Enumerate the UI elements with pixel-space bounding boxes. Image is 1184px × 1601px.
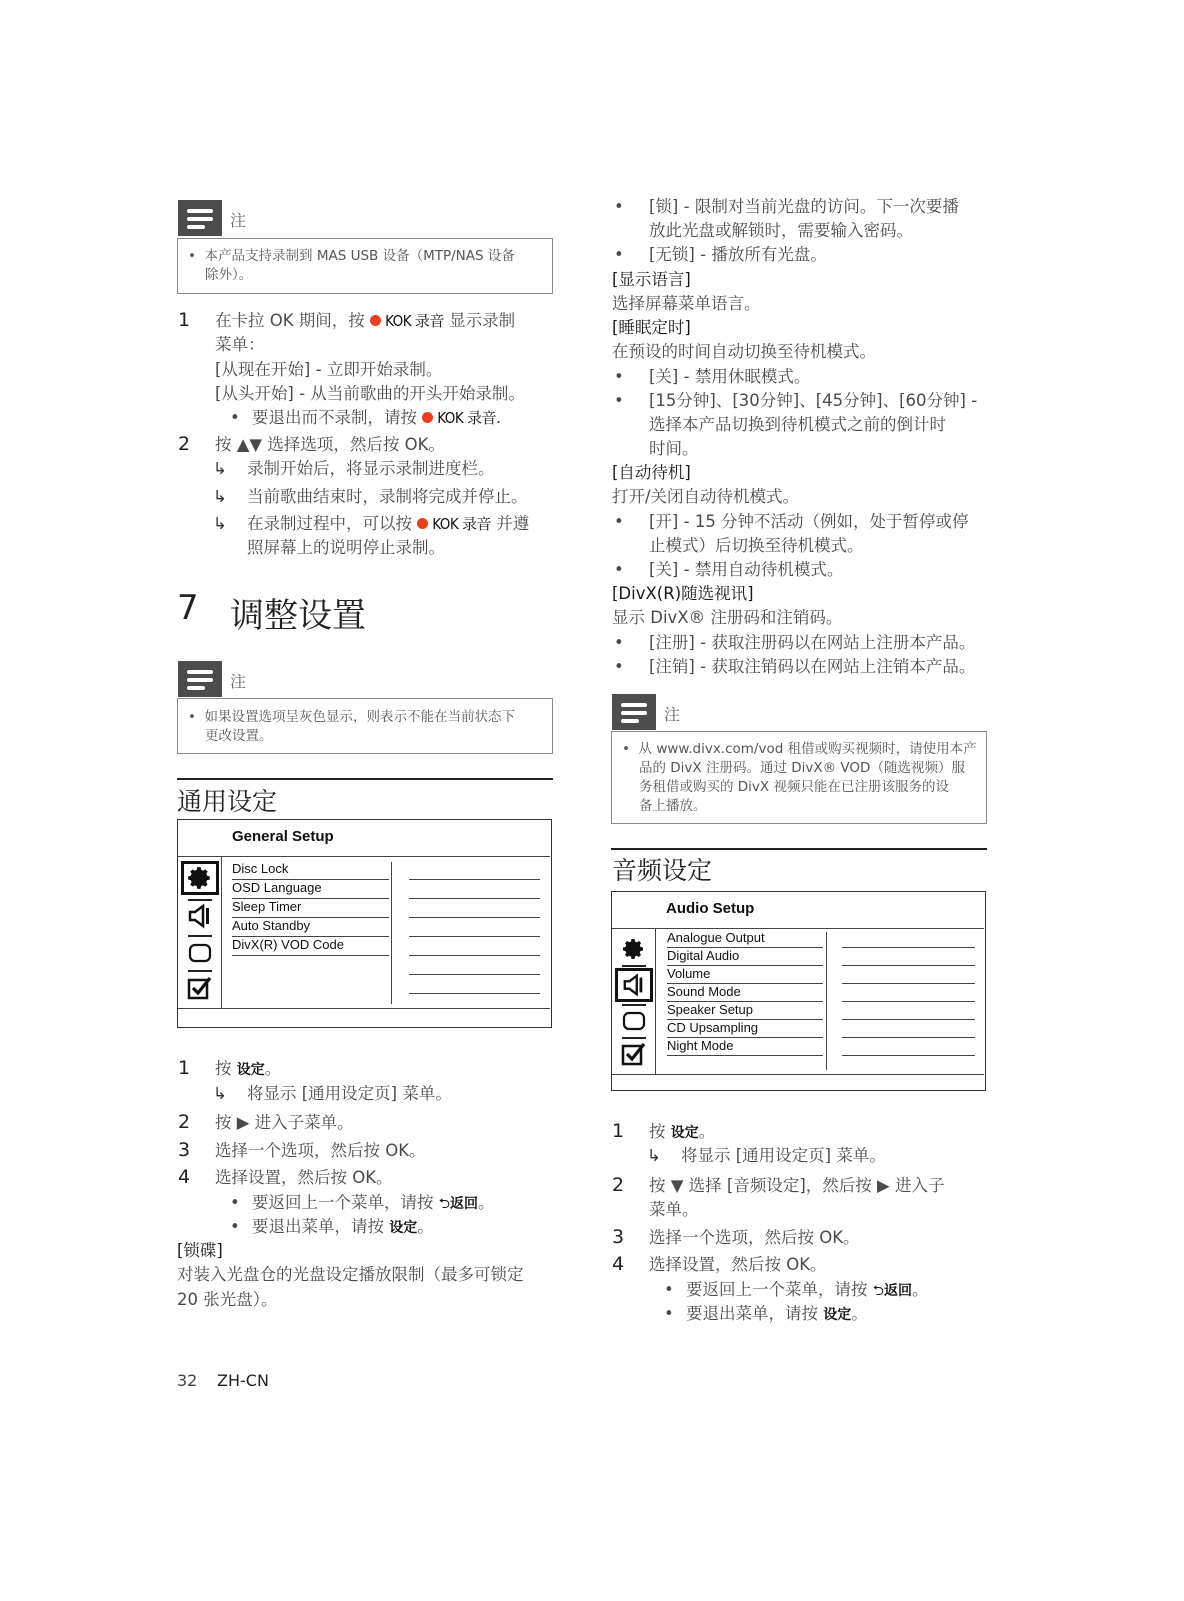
note-label: 注 bbox=[664, 705, 681, 724]
sleep-off: [关] - 禁用休眠模式。 bbox=[649, 367, 811, 386]
setup-button-label: 设定 bbox=[670, 1125, 699, 1141]
menu-item-night-mode[interactable]: Night Mode bbox=[667, 1038, 823, 1056]
sleep-title: [睡眠定时] bbox=[612, 318, 691, 337]
result-text: 当前歌曲结束时，录制将完成并停止。 bbox=[247, 487, 528, 506]
back-button-label: 返回 bbox=[449, 1196, 478, 1212]
result-text: 照屏幕上的说明停止录制。 bbox=[247, 538, 445, 557]
language-code: ZH-CN bbox=[217, 1371, 269, 1390]
auto-standby-title: [自动待机] bbox=[612, 463, 691, 482]
result-arrow-icon: ↳ bbox=[213, 459, 227, 478]
bullet-text: 要返回上一个菜单，请按 ⮌返回。 bbox=[686, 1280, 929, 1299]
note-icon bbox=[178, 661, 222, 697]
step-number: 1 bbox=[612, 1120, 625, 1142]
step-text: 按 设定。 bbox=[215, 1059, 282, 1078]
note-box: • 如果设置选项呈灰色显示，则表示不能在当前状态下 更改设置。 bbox=[177, 698, 553, 754]
sleep-options: 选择本产品切换到待机模式之前的倒计时 bbox=[649, 415, 946, 434]
audio-setup-menu bbox=[611, 891, 986, 1091]
note-text: 本产品支持录制到 MAS USB 设备（MTP/NAS 设备 bbox=[204, 248, 515, 264]
record-dot-icon bbox=[422, 412, 433, 423]
video-icon[interactable] bbox=[181, 936, 219, 970]
menu-item-sound-mode[interactable]: Sound Mode bbox=[667, 984, 823, 1002]
setup-button-label: 设定 bbox=[236, 1062, 265, 1078]
note-text: 品的 DivX 注册码。通过 DivX® VOD（随选视频）服 bbox=[639, 760, 965, 776]
general-setup-menu bbox=[177, 819, 552, 1028]
bullet-text: 要退出菜单，请按 设定。 bbox=[252, 1217, 434, 1236]
option-now: [从现在开始] - 立即开始录制。 bbox=[215, 360, 443, 379]
note-box: • 从 www.divx.com/vod 租借或购买视频时，请使用本产 品的 DivX 注册码。通过 DivX® VOD（随选视频）服 务租借或购买的 DivX 视频只能在已注册该服务的设 备上播放。 bbox=[611, 731, 987, 824]
step-text: 菜单： bbox=[215, 335, 265, 354]
result-arrow-icon: ↳ bbox=[213, 1084, 227, 1103]
osd-desc: 选择屏幕菜单语言。 bbox=[612, 294, 761, 313]
note-text: 备上播放。 bbox=[639, 798, 707, 814]
osd-title: [显示语言] bbox=[612, 270, 691, 289]
sleep-options: 时间。 bbox=[649, 439, 699, 458]
note-icon bbox=[178, 200, 222, 236]
note-label: 注 bbox=[230, 672, 247, 691]
kok-record-button: KOK 录音 bbox=[432, 515, 492, 533]
step-text: 选择设置，然后按 OK。 bbox=[215, 1168, 393, 1187]
speaker-icon[interactable] bbox=[615, 968, 653, 1002]
menu-item-divx-vod-code[interactable]: DivX(R) VOD Code bbox=[232, 937, 389, 956]
preferences-icon[interactable] bbox=[615, 1037, 653, 1071]
result-arrow-icon: ↳ bbox=[213, 514, 227, 533]
gear-icon[interactable] bbox=[181, 861, 219, 895]
option-start: [从头开始] - 从当前歌曲的开头开始录制。 bbox=[215, 384, 525, 403]
step-text: 按 ▲▼ 选择选项，然后按 OK。 bbox=[215, 435, 445, 454]
step-text: 在卡拉 OK 期间，按 KOK 录音 显示录制 bbox=[215, 311, 516, 330]
result-text: 录制开始后，将显示录制进度栏。 bbox=[247, 459, 495, 478]
bullet-text: 要返回上一个菜单，请按 ⮌返回。 bbox=[252, 1193, 495, 1212]
menu-header: General Setup bbox=[232, 828, 334, 845]
divx-title: [DivX(R)随选视讯] bbox=[612, 584, 754, 603]
divx-register: [注册] - 获取注册码以在网站上注册本产品。 bbox=[649, 633, 976, 652]
step-text: 选择一个选项，然后按 OK。 bbox=[215, 1141, 426, 1160]
note-text: 除外）。 bbox=[205, 267, 253, 283]
back-button-label: 返回 bbox=[883, 1283, 912, 1299]
record-dot-icon bbox=[417, 518, 428, 529]
bullet-text: 要退出而不录制，请按 KOK 录音. bbox=[252, 408, 502, 427]
result-text: 将显示 [通用设定页] 菜单。 bbox=[681, 1146, 886, 1165]
step-number: 2 bbox=[178, 433, 191, 455]
chapter-number: 7 bbox=[177, 588, 199, 628]
menu-item-analogue-output[interactable]: Analogue Output bbox=[667, 930, 823, 948]
preferences-icon[interactable] bbox=[181, 971, 219, 1005]
step-text: 选择一个选项，然后按 OK。 bbox=[649, 1228, 860, 1247]
step-text: 菜单。 bbox=[649, 1200, 699, 1219]
step-number: 3 bbox=[178, 1139, 191, 1161]
step-number: 2 bbox=[612, 1174, 625, 1196]
menu-item-auto-standby[interactable]: Auto Standby bbox=[232, 918, 389, 937]
disc-lock-desc: 20 张光盘）。 bbox=[177, 1290, 278, 1309]
speaker-icon[interactable] bbox=[181, 899, 219, 933]
note-icon bbox=[612, 694, 656, 730]
gear-icon[interactable] bbox=[615, 932, 653, 966]
disc-lock-desc: 对装入光盘仓的光盘设定播放限制（最多可锁定 bbox=[177, 1265, 524, 1284]
menu-item-volume[interactable]: Volume bbox=[667, 966, 823, 984]
note-text: 如果设置选项呈灰色显示，则表示不能在当前状态下 bbox=[204, 709, 516, 725]
step-text: 按 设定。 bbox=[649, 1122, 716, 1141]
unlock-option: [无锁] - 播放所有光盘。 bbox=[649, 245, 827, 264]
note-text: 更改设置。 bbox=[205, 728, 273, 744]
page-number: 32 bbox=[177, 1371, 198, 1390]
menu-item-disc-lock[interactable]: Disc Lock bbox=[232, 861, 389, 880]
auto-standby-on: [开] - 15 分钟不活动（例如，处于暂停或停 bbox=[649, 512, 969, 531]
auto-standby-desc: 打开/关闭自动待机模式。 bbox=[612, 487, 800, 506]
kok-record-button: KOK 录音 bbox=[437, 409, 497, 427]
menu-item-sleep-timer[interactable]: Sleep Timer bbox=[232, 899, 389, 918]
disc-lock-title: [锁碟] bbox=[177, 1241, 223, 1260]
bullet: • bbox=[230, 408, 240, 427]
back-icon: ⮌ bbox=[438, 1196, 450, 1212]
step-number: 1 bbox=[178, 1057, 191, 1079]
step-number: 3 bbox=[612, 1226, 625, 1248]
section-rule bbox=[611, 848, 987, 850]
step-number: 4 bbox=[612, 1253, 625, 1275]
auto-standby-off: [关] - 禁用自动待机模式。 bbox=[649, 560, 844, 579]
kok-record-button: KOK 录音 bbox=[385, 312, 444, 330]
chapter-title: 调整设置 bbox=[230, 596, 366, 636]
bullet-text: 要退出菜单，请按 设定。 bbox=[686, 1304, 868, 1323]
sleep-desc: 在预设的时间自动切换至待机模式。 bbox=[612, 342, 876, 361]
setup-button-label: 设定 bbox=[823, 1307, 852, 1323]
result-text: 将显示 [通用设定页] 菜单。 bbox=[247, 1084, 452, 1103]
step-number: 4 bbox=[178, 1166, 191, 1188]
step-text: 按 ▶ 进入子菜单。 bbox=[215, 1113, 354, 1132]
step-number: 1 bbox=[178, 309, 191, 331]
note-label: 注 bbox=[230, 211, 247, 230]
divx-deregister: [注销] - 获取注销码以在网站上注销本产品。 bbox=[649, 657, 976, 676]
menu-item-cd-upsampling[interactable]: CD Upsampling bbox=[667, 1020, 823, 1038]
setup-button-label: 设定 bbox=[389, 1220, 418, 1236]
divx-desc: 显示 DivX® 注册码和注销码。 bbox=[612, 608, 843, 627]
section-title: 音频设定 bbox=[612, 856, 713, 885]
menu-item-speaker-setup[interactable]: Speaker Setup bbox=[667, 1002, 823, 1020]
section-rule bbox=[177, 778, 553, 780]
note-text: 从 www.divx.com/vod 租借或购买视频时，请使用本产 bbox=[638, 741, 977, 757]
sleep-options: [15分钟]、[30分钟]、[45分钟]、[60分钟] - bbox=[649, 391, 978, 410]
back-icon: ⮌ bbox=[872, 1283, 884, 1299]
video-icon[interactable] bbox=[615, 1004, 653, 1038]
result-arrow-icon: ↳ bbox=[647, 1146, 661, 1165]
note-text: 务租借或购买的 DivX 视频只能在已注册该服务的设 bbox=[639, 779, 949, 795]
menu-header: Audio Setup bbox=[666, 900, 755, 917]
lock-option: 放此光盘或解锁时，需要输入密码。 bbox=[649, 221, 913, 240]
auto-standby-on: 止模式）后切换至待机模式。 bbox=[649, 536, 864, 555]
menu-item-osd-language[interactable]: OSD Language bbox=[232, 880, 389, 899]
menu-item-digital-audio[interactable]: Digital Audio bbox=[667, 948, 823, 966]
step-text: 选择设置，然后按 OK。 bbox=[649, 1255, 827, 1274]
result-arrow-icon: ↳ bbox=[213, 487, 227, 506]
lock-option: [锁] - 限制对当前光盘的访问。下一次要播 bbox=[649, 197, 959, 216]
step-number: 2 bbox=[178, 1111, 191, 1133]
step-text: 按 ▼ 选择 [音频设定]，然后按 ▶ 进入子 bbox=[649, 1176, 945, 1195]
section-title: 通用设定 bbox=[177, 787, 278, 816]
record-dot-icon bbox=[370, 315, 381, 326]
result-text: 在录制过程中，可以按 KOK 录音 并遵 bbox=[247, 514, 530, 533]
note-box: • 本产品支持录制到 MAS USB 设备（MTP/NAS 设备 除外）。 bbox=[177, 238, 553, 294]
